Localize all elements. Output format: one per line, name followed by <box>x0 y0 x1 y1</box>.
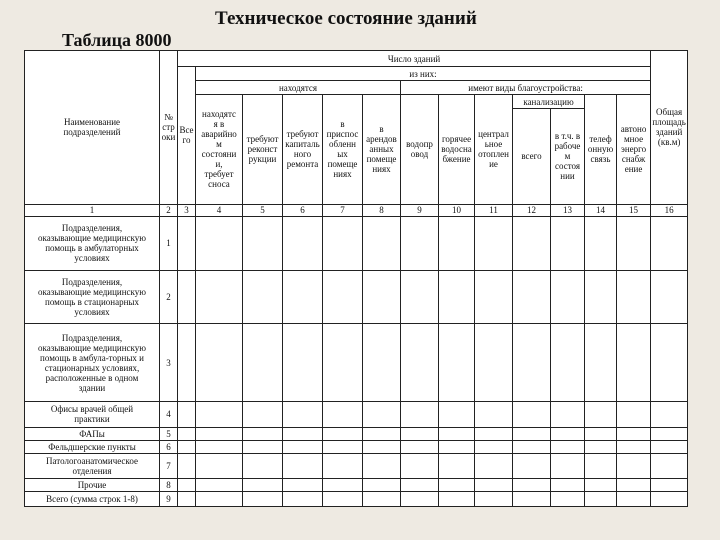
table-row <box>25 270 688 323</box>
data-cell[interactable] <box>243 270 283 323</box>
header-total-area: Общая площадь зданий (кв.м) <box>651 51 688 205</box>
data-cell[interactable] <box>513 216 551 270</box>
header-all: Все го <box>178 67 196 205</box>
data-cell[interactable] <box>475 216 513 270</box>
data-cell[interactable] <box>196 270 243 323</box>
data-cell[interactable] <box>585 453 617 478</box>
data-cell[interactable] <box>243 478 283 491</box>
data-cell[interactable] <box>439 478 475 491</box>
data-cell[interactable] <box>439 270 475 323</box>
row-name: Офисы врачей общей практики <box>25 402 160 427</box>
data-cell[interactable] <box>401 270 439 323</box>
data-cell[interactable] <box>283 427 323 440</box>
data-cell[interactable] <box>196 453 243 478</box>
data-cell[interactable] <box>551 491 585 506</box>
data-cell[interactable] <box>585 402 617 427</box>
data-cell[interactable] <box>196 440 243 453</box>
header-located: находятся <box>196 81 401 95</box>
data-cell[interactable] <box>513 427 551 440</box>
data-cell[interactable] <box>401 440 439 453</box>
header-name: Наименование подразделений <box>25 51 160 205</box>
data-cell[interactable] <box>178 270 196 323</box>
data-cell[interactable] <box>243 427 283 440</box>
data-cell[interactable] <box>475 427 513 440</box>
table-row <box>25 402 688 427</box>
data-cell[interactable] <box>617 453 651 478</box>
data-cell[interactable] <box>513 270 551 323</box>
column-number: 16 <box>651 204 688 216</box>
header-reconstruction: требуют реконст рукции <box>243 95 283 204</box>
header-hot-water: горячее водосна бжение <box>439 95 475 204</box>
data-cell[interactable] <box>283 453 323 478</box>
data-cell[interactable] <box>617 478 651 491</box>
row-number: 2 <box>160 270 178 323</box>
row-number: 1 <box>160 216 178 270</box>
data-cell[interactable] <box>323 478 363 491</box>
data-cell[interactable] <box>363 427 401 440</box>
data-cell[interactable] <box>178 491 196 506</box>
table-row <box>25 491 688 506</box>
data-cell[interactable] <box>617 324 651 402</box>
data-cell[interactable] <box>475 324 513 402</box>
row-number: 6 <box>160 440 178 453</box>
data-cell[interactable] <box>585 491 617 506</box>
data-cell[interactable] <box>178 453 196 478</box>
data-cell[interactable] <box>243 440 283 453</box>
header-central-heating: централ ьное отоплен ие <box>475 95 513 204</box>
data-cell[interactable] <box>401 453 439 478</box>
column-number: 9 <box>401 204 439 216</box>
data-cell[interactable] <box>178 216 196 270</box>
data-cell[interactable] <box>513 402 551 427</box>
data-cell[interactable] <box>585 216 617 270</box>
data-cell[interactable] <box>551 440 585 453</box>
data-cell[interactable] <box>363 453 401 478</box>
data-cell[interactable] <box>551 270 585 323</box>
data-cell[interactable] <box>439 402 475 427</box>
data-cell[interactable] <box>513 491 551 506</box>
header-capital-repair: требуют капиталь ного ремонта <box>283 95 323 204</box>
data-cell[interactable] <box>439 453 475 478</box>
data-cell[interactable] <box>283 216 323 270</box>
column-number: 4 <box>196 204 243 216</box>
data-cell[interactable] <box>513 440 551 453</box>
table-row <box>25 453 688 478</box>
data-cell[interactable] <box>243 402 283 427</box>
data-cell[interactable] <box>243 216 283 270</box>
column-number: 15 <box>617 204 651 216</box>
data-cell[interactable] <box>475 478 513 491</box>
data-cell[interactable] <box>363 402 401 427</box>
data-cell[interactable] <box>323 427 363 440</box>
data-cell[interactable] <box>401 427 439 440</box>
data-cell[interactable] <box>475 453 513 478</box>
row-name: Патологоанатомическое отделения <box>25 453 160 478</box>
data-cell[interactable] <box>401 216 439 270</box>
column-number: 2 <box>160 204 178 216</box>
row-number: 9 <box>160 491 178 506</box>
data-cell[interactable] <box>551 402 585 427</box>
data-cell[interactable] <box>439 440 475 453</box>
data-cell[interactable] <box>475 491 513 506</box>
header-sewerage: канализацию <box>513 95 585 109</box>
data-cell[interactable] <box>439 216 475 270</box>
data-cell[interactable] <box>363 491 401 506</box>
data-cell[interactable] <box>363 478 401 491</box>
data-cell[interactable] <box>178 324 196 402</box>
data-cell[interactable] <box>651 402 688 427</box>
data-cell[interactable] <box>617 270 651 323</box>
data-cell[interactable] <box>196 491 243 506</box>
data-cell[interactable] <box>651 478 688 491</box>
table-label: Таблица 8000 <box>62 30 172 50</box>
data-cell[interactable] <box>651 216 688 270</box>
table-row <box>25 324 688 402</box>
row-name: Фельдшерские пункты <box>25 440 160 453</box>
data-cell[interactable] <box>651 440 688 453</box>
column-number: 13 <box>551 204 585 216</box>
column-number: 7 <box>323 204 363 216</box>
header-adapted-premises: в приспос обленн ых помеще ниях <box>323 95 363 204</box>
column-number: 10 <box>439 204 475 216</box>
header-emergency: находятс я в аварийно м состояни и, требует сноса <box>196 95 243 204</box>
row-number: 3 <box>160 324 178 402</box>
row-name: Подразделения, оказывающие медицинскую помощь в амбулаторных условиях <box>25 216 160 270</box>
data-cell[interactable] <box>513 478 551 491</box>
data-cell[interactable] <box>475 270 513 323</box>
column-number: 6 <box>283 204 323 216</box>
header-rented-premises: в арендов анных помеще ниях <box>363 95 401 204</box>
data-cell[interactable] <box>585 324 617 402</box>
row-name: Подразделения, оказывающие медицинскую помощь в стационарных условиях <box>25 270 160 323</box>
data-cell[interactable] <box>551 478 585 491</box>
data-cell[interactable] <box>178 427 196 440</box>
header-of-them: из них: <box>196 67 651 81</box>
data-cell[interactable] <box>585 427 617 440</box>
data-cell[interactable] <box>323 216 363 270</box>
data-cell[interactable] <box>401 324 439 402</box>
data-cell[interactable] <box>475 440 513 453</box>
row-name: Всего (сумма строк 1-8) <box>25 491 160 506</box>
data-cell[interactable] <box>283 478 323 491</box>
data-cell[interactable] <box>439 324 475 402</box>
table-row <box>25 478 688 491</box>
header-number-of-buildings: Число зданий <box>178 51 651 67</box>
column-number: 14 <box>585 204 617 216</box>
data-cell[interactable] <box>651 270 688 323</box>
data-cell[interactable] <box>363 270 401 323</box>
data-cell[interactable] <box>439 491 475 506</box>
row-name: ФАПы <box>25 427 160 440</box>
data-cell[interactable] <box>651 324 688 402</box>
column-number: 11 <box>475 204 513 216</box>
data-cell[interactable] <box>401 402 439 427</box>
data-cell[interactable] <box>196 402 243 427</box>
row-number: 5 <box>160 427 178 440</box>
data-cell[interactable] <box>243 324 283 402</box>
data-cell[interactable] <box>363 324 401 402</box>
column-number: 3 <box>178 204 196 216</box>
data-cell[interactable] <box>196 427 243 440</box>
data-cell[interactable] <box>323 270 363 323</box>
data-cell[interactable] <box>551 324 585 402</box>
data-cell[interactable] <box>551 427 585 440</box>
data-cell[interactable] <box>323 440 363 453</box>
data-cell[interactable] <box>551 453 585 478</box>
data-cell[interactable] <box>178 478 196 491</box>
data-cell[interactable] <box>617 402 651 427</box>
data-cell[interactable] <box>617 440 651 453</box>
data-cell[interactable] <box>363 216 401 270</box>
table-row <box>25 427 688 440</box>
data-cell[interactable] <box>196 478 243 491</box>
data-cell[interactable] <box>617 491 651 506</box>
data-cell[interactable] <box>513 453 551 478</box>
data-cell[interactable] <box>243 491 283 506</box>
row-name: Подразделения, оказывающие медицинскую помощь в амбула-торных и стационарных условиях, расположенные в одном здании <box>25 324 160 402</box>
data-cell[interactable] <box>401 491 439 506</box>
data-cell[interactable] <box>651 491 688 506</box>
header-phone: телеф онную связь <box>585 95 617 204</box>
data-cell[interactable] <box>513 324 551 402</box>
row-name: Прочие <box>25 478 160 491</box>
data-cell[interactable] <box>196 216 243 270</box>
data-cell[interactable] <box>617 427 651 440</box>
header-sewerage-working: в т.ч. в рабоче м состоя нии <box>551 109 585 204</box>
row-number: 4 <box>160 402 178 427</box>
data-cell[interactable] <box>323 324 363 402</box>
row-number: 7 <box>160 453 178 478</box>
data-cell[interactable] <box>585 440 617 453</box>
page-title: Техническое состояние зданий <box>215 8 477 29</box>
column-number: 1 <box>25 204 160 216</box>
data-cell[interactable] <box>178 440 196 453</box>
column-number: 12 <box>513 204 551 216</box>
data-cell[interactable] <box>178 402 196 427</box>
row-number: 8 <box>160 478 178 491</box>
data-cell[interactable] <box>617 216 651 270</box>
data-cell[interactable] <box>585 270 617 323</box>
data-cell[interactable] <box>585 478 617 491</box>
data-cell[interactable] <box>243 453 283 478</box>
data-cell[interactable] <box>323 491 363 506</box>
data-cell[interactable] <box>439 427 475 440</box>
data-cell[interactable] <box>323 402 363 427</box>
data-cell[interactable] <box>283 324 323 402</box>
header-rownum: № стр оки <box>160 51 178 205</box>
data-cell[interactable] <box>196 324 243 402</box>
table-row <box>25 440 688 453</box>
data-cell[interactable] <box>551 216 585 270</box>
data-cell[interactable] <box>475 402 513 427</box>
header-have-amenities: имеют виды благоустройства: <box>401 81 651 95</box>
column-number-row <box>25 204 688 216</box>
table-row <box>25 216 688 270</box>
header-water-supply: водопр овод <box>401 95 439 204</box>
column-number: 8 <box>363 204 401 216</box>
data-cell[interactable] <box>283 440 323 453</box>
data-cell[interactable] <box>283 491 323 506</box>
header-autonomous-power: автоно мное энерго снабж ение <box>617 95 651 204</box>
data-cell[interactable] <box>283 270 323 323</box>
data-cell[interactable] <box>651 453 688 478</box>
data-cell[interactable] <box>283 402 323 427</box>
data-cell[interactable] <box>363 440 401 453</box>
data-cell[interactable] <box>651 427 688 440</box>
data-cell[interactable] <box>323 453 363 478</box>
buildings-condition-table <box>24 50 688 507</box>
header-sewerage-total: всего <box>513 109 551 204</box>
data-cell[interactable] <box>401 478 439 491</box>
column-number: 5 <box>243 204 283 216</box>
